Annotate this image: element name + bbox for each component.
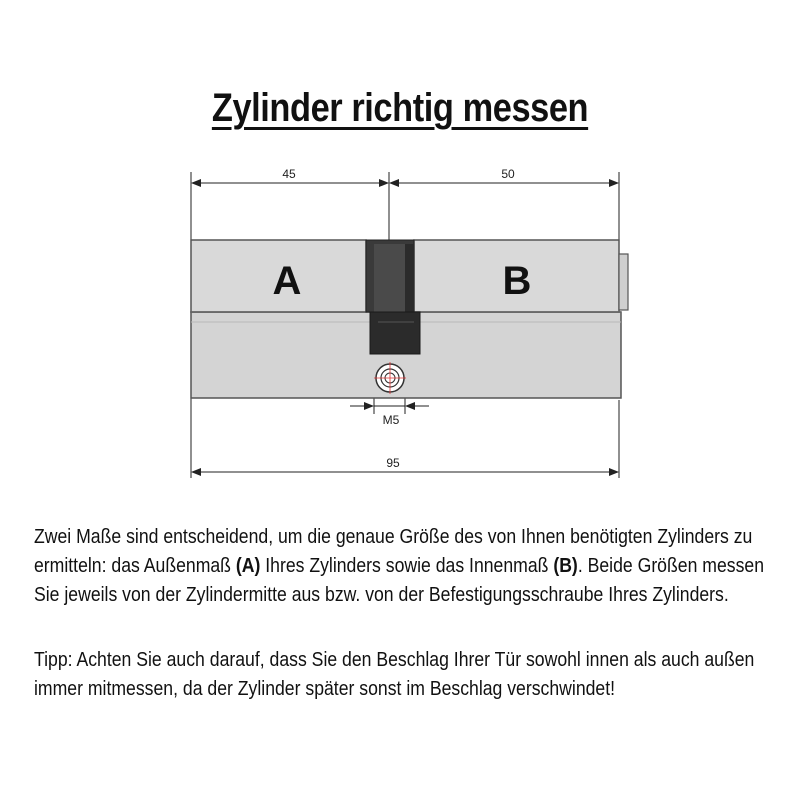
cylinder-body — [191, 240, 628, 398]
label-a-ref: (A) — [235, 554, 261, 577]
paragraph2-line1: Tipp: Achten Sie auch darauf, dass Sie den Beschlag Ihrer Tür sowohl innen als auch außen — [34, 648, 755, 671]
page-title: Zylinder richtig messen — [211, 86, 589, 130]
cam-inner — [374, 244, 407, 312]
paragraph1-line1: Zwei Maße sind entscheidend, um die genaue Größe des von Ihnen benötigten Zylinders zu — [34, 525, 753, 548]
end-cap — [619, 254, 628, 310]
label-a: A — [272, 259, 302, 303]
dim-label-screw: M5 — [382, 413, 400, 427]
cam-lobe — [370, 312, 420, 354]
label-b: B — [502, 259, 532, 303]
paragraph1-line2 — [34, 551, 765, 580]
dim-label-a: 45 — [282, 167, 296, 181]
paragraph1-line3: Sie jeweils von der Zylindermitte aus bzw. von der Befestigungsschraube Ihres Zylinders. — [34, 583, 729, 606]
cam-notch — [405, 244, 414, 312]
paragraph2-line2: immer mitmessen, da der Zylinder später sonst im Beschlag verschwindet! — [34, 677, 616, 700]
paragraph-tip — [34, 645, 755, 703]
text-segment: Ihres Zylinders sowie das Innenmaß — [260, 554, 554, 577]
dim-label-total: 95 — [386, 456, 400, 470]
text-segment: ermitteln: das Außenmaß — [34, 554, 236, 577]
text-segment: . Beide Größen messen — [577, 554, 765, 577]
dim-label-b: 50 — [501, 167, 515, 181]
label-b-ref: (B) — [553, 554, 578, 577]
paragraph-explanation — [34, 522, 765, 609]
